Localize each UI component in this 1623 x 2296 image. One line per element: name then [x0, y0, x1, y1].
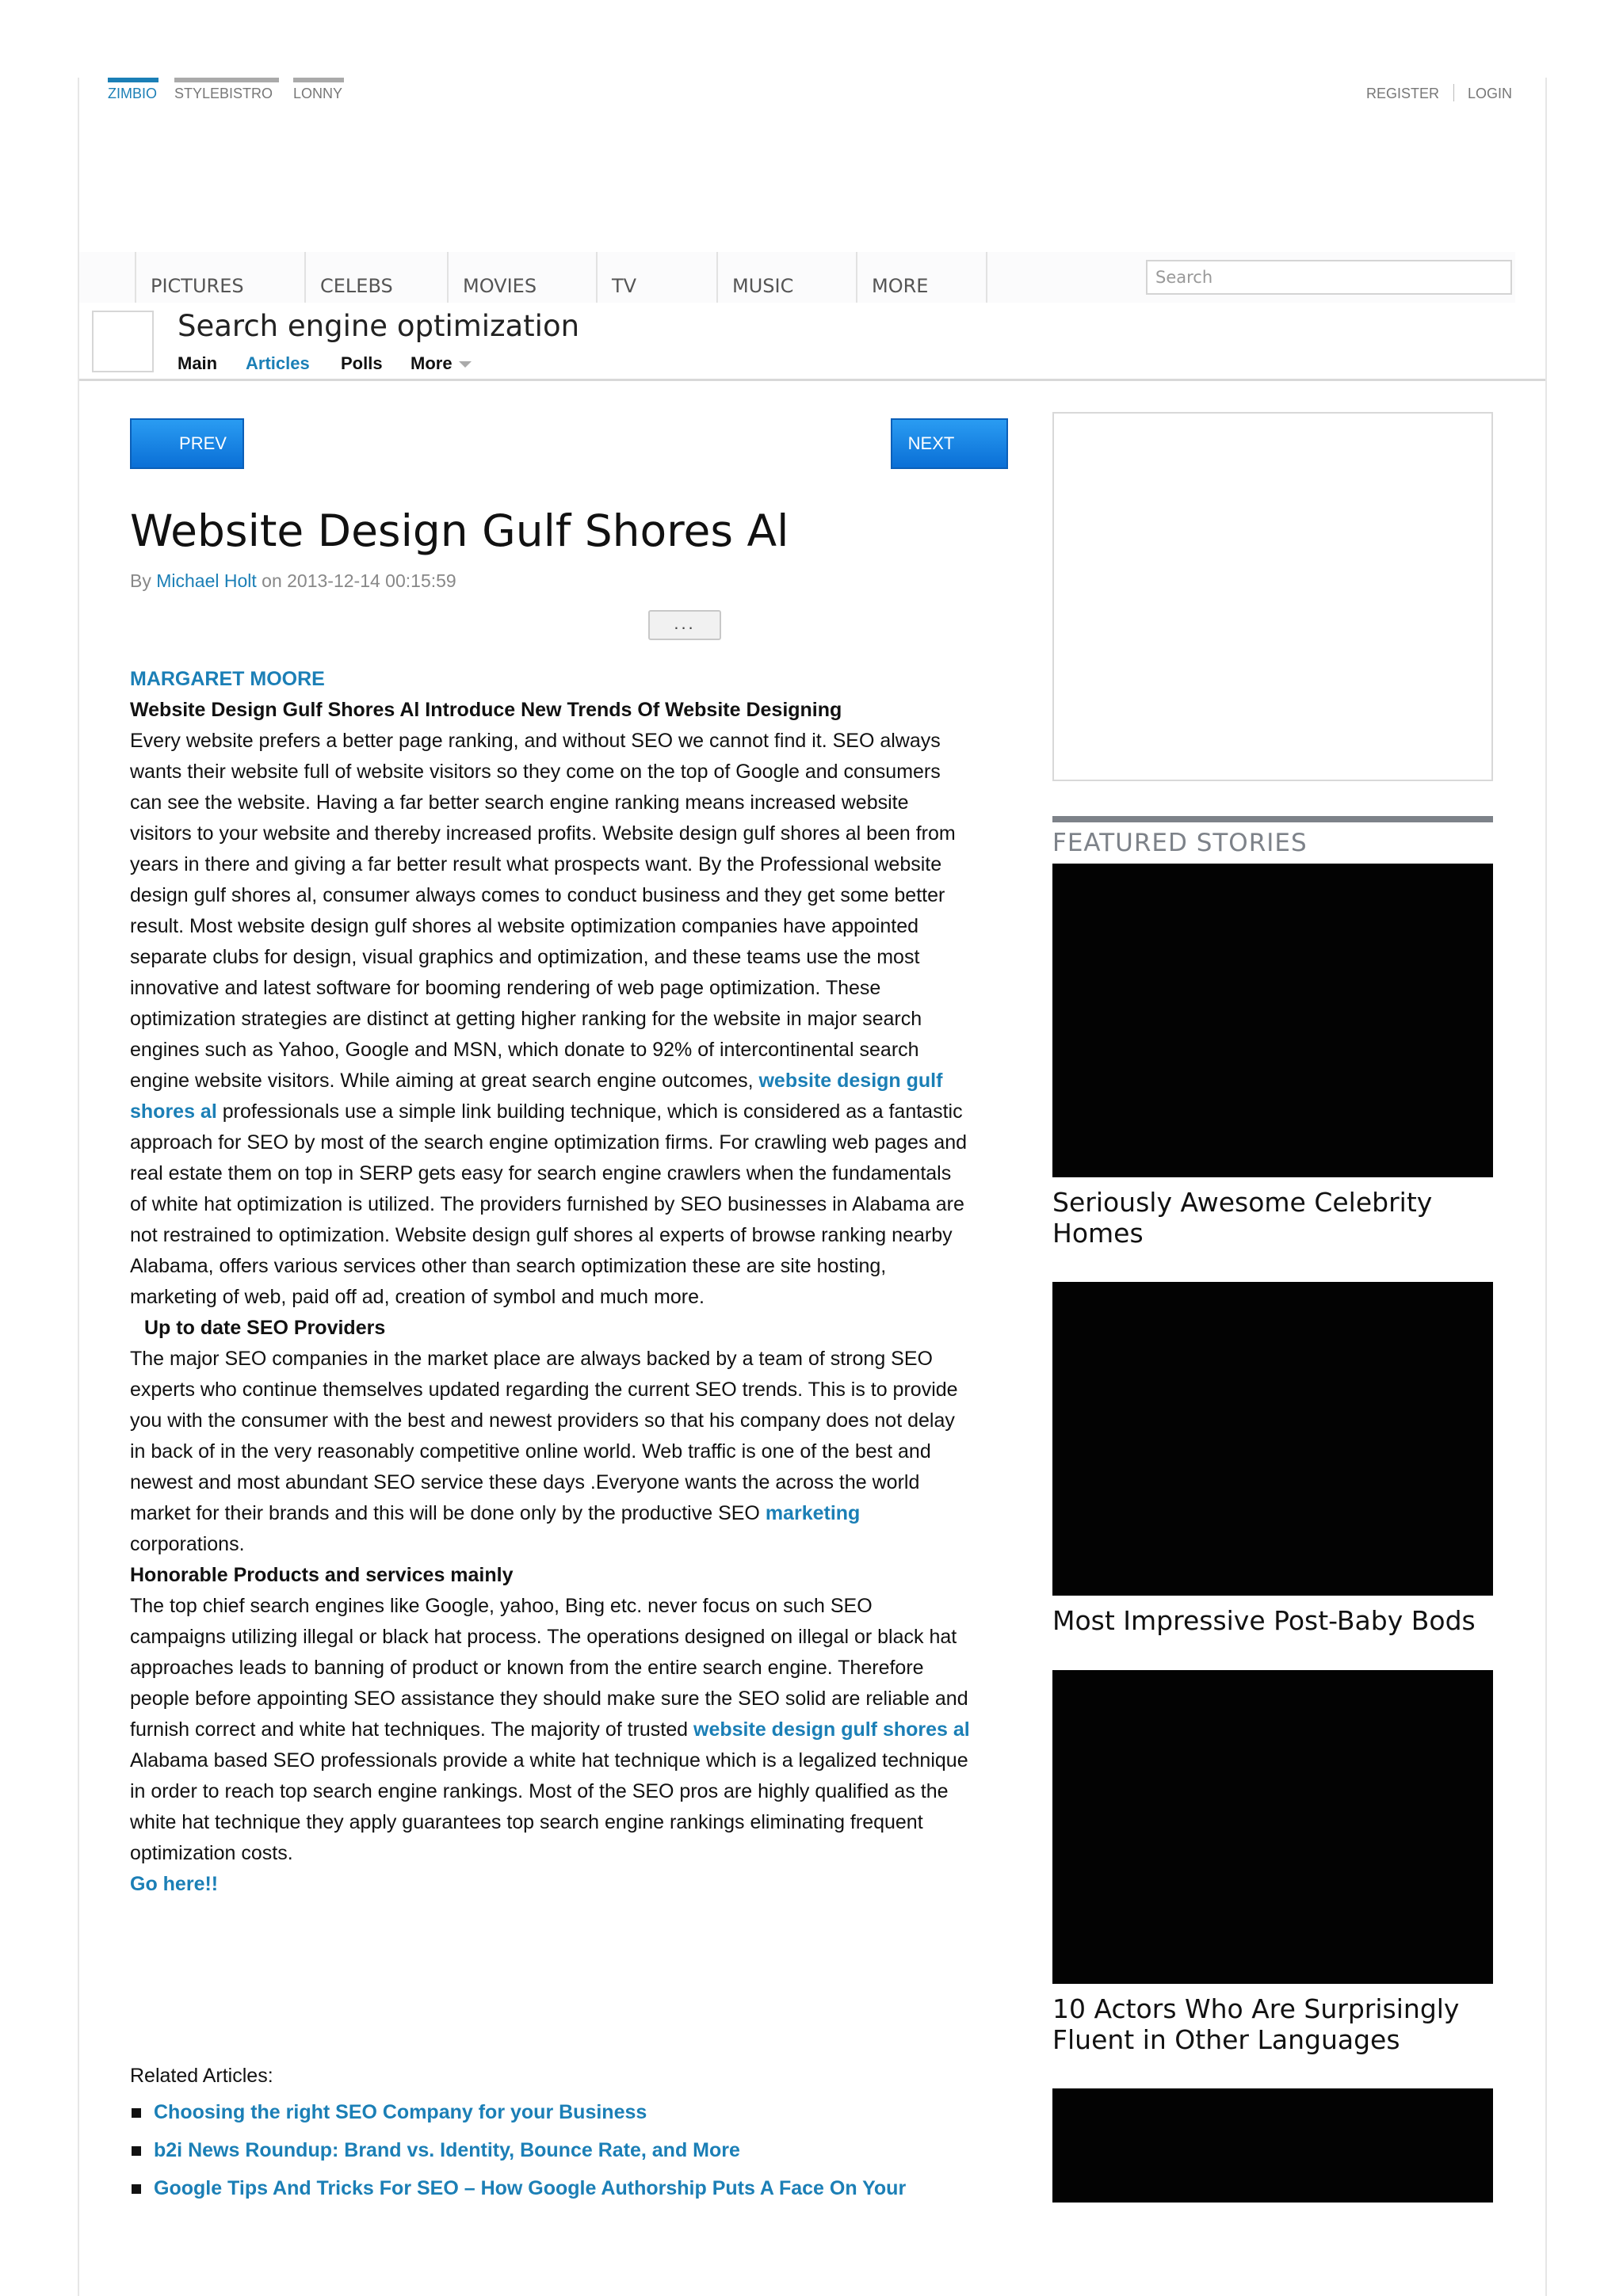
header-divider [79, 379, 1545, 381]
related-article-link[interactable]: Google Tips And Tricks For SEO – How Google Authorship Puts A Face On Your [130, 2169, 906, 2207]
subnav-polls[interactable]: Polls [341, 353, 383, 373]
auth-divider [1453, 84, 1454, 101]
chevron-down-icon [459, 361, 472, 368]
related-articles-list [130, 2093, 906, 2207]
subnav-more-label: More [411, 353, 453, 373]
article-heading-2: Up to date SEO Providers [144, 1317, 386, 1339]
nav-item-tv[interactable]: TV [596, 252, 716, 303]
story-image[interactable] [1052, 2088, 1493, 2203]
story-image[interactable] [1052, 1282, 1493, 1596]
prev-button[interactable]: PREV [130, 418, 244, 469]
story-image[interactable] [1052, 864, 1493, 1177]
network-link-zimbio[interactable]: ZIMBIO [108, 78, 158, 102]
nav-item-movies[interactable]: MOVIES [447, 252, 596, 303]
story-image[interactable] [1052, 1670, 1493, 1984]
more-options-button[interactable]: ... [648, 610, 721, 640]
article-heading-1: Website Design Gulf Shores Al Introduce New Trends Of Website Designing [130, 699, 842, 721]
network-link-stylebistro[interactable]: STYLEBISTRO [174, 78, 279, 102]
marketing-link[interactable]: marketing [765, 1502, 861, 1524]
byline-date: on 2013-12-14 00:15:59 [262, 570, 456, 591]
article-body [130, 664, 970, 1900]
story-title[interactable]: Most Impressive Post-Baby Bods [1052, 1605, 1476, 1636]
paragraph-1-text-a: Every website prefers a better page ranking, and without SEO we cannot find it. SEO always wants their website full of website visitors so they come on the top of Google and consumers can see the website. Having a far better search engine ranking means increased website visitors to your website and thereby increased profits. Website design gulf shores al been from years in there and giving a far better result what prospects want. By the Professional website design gulf shores al, consumer always comes to conduct business and they get some better result. Most website design gulf shores al website optimization companies have appointed separate clubs for design, visual graphics and optimization, and these teams use the most innovative and latest software for booming rendering of web page optimization. These optimization strategies are distinct at getting higher ranking for the website in major search engines such as Yahoo, Google and MSN, which donate to 92% of intercontinental search engine website visitors. While aiming at great search engine outcomes, [130, 730, 956, 1092]
next-button[interactable]: NEXT [891, 418, 1008, 469]
article-kicker: MARGARET MOORE [130, 668, 325, 690]
subnav-articles[interactable]: Articles [246, 353, 310, 373]
ad-placeholder [1052, 412, 1493, 781]
nav-item-music[interactable]: MUSIC [716, 252, 856, 303]
paragraph-2-text-b: corporations. [130, 1533, 245, 1555]
article-paragraph-2 [130, 1344, 970, 1560]
nav-item-pictures[interactable]: PICTURES [135, 252, 304, 303]
register-link[interactable]: REGISTER [1366, 86, 1440, 101]
page-frame [78, 78, 1547, 2296]
go-here-link[interactable]: Go here!! [130, 1873, 219, 1895]
article-title: Website Design Gulf Shores Al [130, 505, 789, 556]
story-title[interactable]: 10 Actors Who Are Surprisingly Fluent in Other Languages [1052, 1993, 1460, 2055]
topic-thumbnail [92, 311, 154, 372]
story-title[interactable]: Seriously Awesome Celebrity Homes [1052, 1187, 1433, 1249]
author-link[interactable]: Michael Holt [156, 570, 257, 591]
search-input[interactable]: Search [1146, 260, 1512, 295]
paragraph-1-text-b: professionals use a simple link building technique, which is considered as a fantastic approach for SEO by most of the search engine optimization firms. For crawling web pages and real estate them on top in SERP gets easy for search engine crawlers when the fundamentals of white hat optimization is utilized. The providers furnished by SEO businesses in Alabama are not restrained to optimization. Website design gulf shores al experts of browse ranking nearby Alabama, offers various services other than search optimization these are site hosting, marketing of web, paid off ad, creation of symbol and much more. [130, 1100, 968, 1308]
related-articles-label: Related Articles: [130, 2065, 273, 2087]
paragraph-3-text-b: Alabama based SEO professionals provide a white hat technique which is a legalized technique in order to reach top search engine rankings. Most of the SEO pros are highly qualified as the white hat technique they apply guarantees top search engine rankings eliminating frequent optimization costs. [130, 1749, 968, 1864]
related-article-link[interactable]: Choosing the right SEO Company for your Business [130, 2093, 906, 2131]
article-heading-3: Honorable Products and services mainly [130, 1564, 514, 1586]
login-link[interactable]: LOGIN [1468, 86, 1513, 101]
website-design-link-2[interactable]: website design gulf shores al [693, 1718, 970, 1741]
article-byline [130, 570, 456, 592]
related-article-link[interactable]: b2i News Roundup: Brand vs. Identity, Bounce Rate, and More [130, 2131, 906, 2169]
paragraph-3-text-a: The top chief search engines like Google, yahoo, Bing etc. never focus on such SEO campaigns utilizing illegal or black hat process. The operations designed on illegal or black hat approaches leads to banning of product or known from the entire search engine. Therefore people before appointing SEO assistance they should make sure the SEO solid are reliable and furnish correct and white hat techniques. The majority of trusted [130, 1595, 968, 1741]
subnav-more[interactable] [411, 353, 472, 374]
article-paragraph-1 [130, 726, 970, 1313]
website-design-link-1[interactable]: website design gulf shores al [130, 1070, 943, 1123]
featured-stories-title: FEATURED STORIES [1052, 829, 1308, 857]
nav-item-more[interactable]: MORE [856, 252, 987, 303]
paragraph-2-text-a: The major SEO companies in the market place are always backed by a team of strong SEO experts who continue themselves updated regarding the current SEO trends. This is to provide you with the consumer with the best and newest providers so that his company does not delay in back of in the very reasonably competitive online world. Web traffic is one of the best and newest and most abundant SEO service these days .Everyone wants the across the world market for their brands and this will be done only by the productive SEO [130, 1348, 958, 1524]
network-link-lonny[interactable]: LONNY [293, 78, 344, 102]
article-paragraph-3 [130, 1591, 970, 1869]
topic-title: Search engine optimization [178, 309, 580, 343]
nav-item-celebs[interactable]: CELEBS [304, 252, 447, 303]
featured-divider [1052, 816, 1493, 822]
subnav-main[interactable]: Main [178, 353, 218, 373]
byline-by: By [130, 570, 151, 591]
